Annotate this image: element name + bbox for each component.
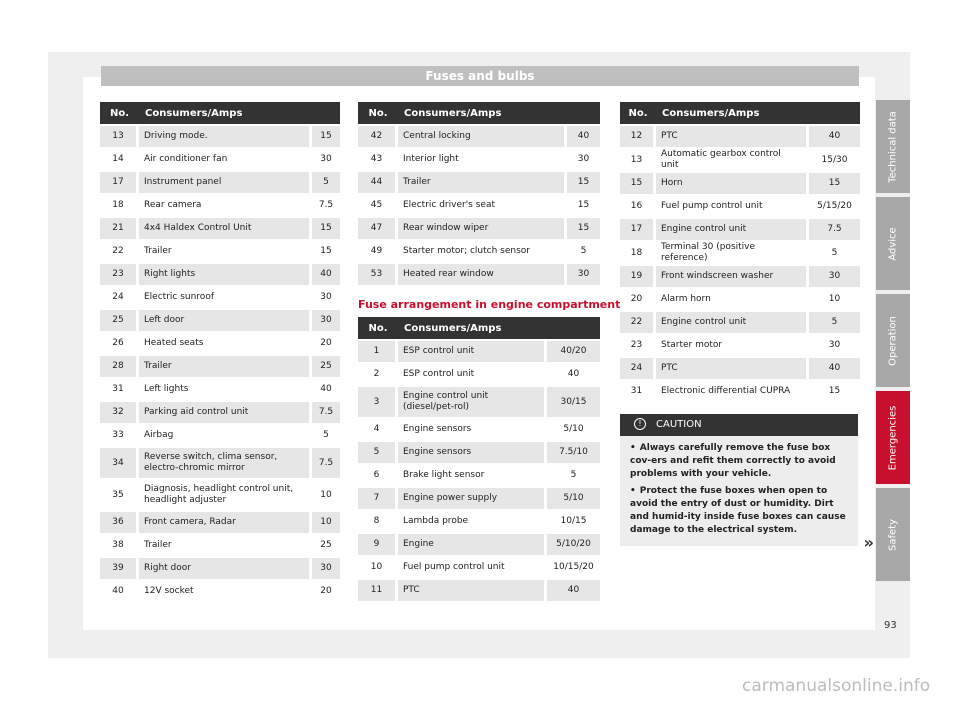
table-row [620, 219, 860, 240]
amperage: 10/15 [544, 511, 600, 532]
bullet: • [630, 486, 636, 496]
table-row [620, 289, 860, 310]
table-row [100, 356, 340, 377]
fuse-number: 47 [358, 218, 398, 239]
column-header-no: No. [358, 317, 398, 339]
consumer-name: Right lights [139, 264, 309, 285]
fuse-number: 40 [100, 581, 139, 602]
consumer-name: Heated seats [139, 333, 309, 354]
column-header-consumers: Consumers/Amps [398, 102, 600, 124]
amperage: 40 [309, 264, 340, 285]
amperage: 5 [544, 465, 600, 486]
table-row [358, 241, 600, 262]
fuse-number: 9 [358, 534, 398, 555]
column-header-consumers: Consumers/Amps [139, 102, 340, 124]
fuse-number: 42 [358, 126, 398, 147]
fuse-number: 22 [620, 312, 656, 333]
table-row [100, 558, 340, 579]
consumer-name: ESP control unit [398, 341, 544, 362]
consumer-name: Engine control unit [656, 219, 806, 240]
fuse-number: 20 [620, 289, 656, 310]
consumer-name: Parking aid control unit [139, 402, 309, 423]
fuse-number: 38 [100, 535, 139, 556]
consumer-name: Engine sensors [398, 442, 544, 463]
side-tab-advice[interactable]: Advice [876, 197, 910, 290]
fuse-number: 26 [100, 333, 139, 354]
amperage: 30 [806, 266, 860, 287]
consumer-name: Front windscreen washer [656, 266, 806, 287]
fuse-number: 4 [358, 419, 398, 440]
fuse-number: 33 [100, 425, 139, 446]
amperage: 15 [309, 218, 340, 239]
consumer-name: Automatic gearbox control unit [656, 149, 806, 171]
consumer-name: Airbag [139, 425, 309, 446]
amperage: 5 [806, 242, 860, 264]
consumer-name: Starter motor [656, 335, 806, 356]
column-header-no: No. [358, 102, 398, 124]
fuse-number: 53 [358, 264, 398, 285]
fuse-number: 39 [100, 558, 139, 579]
consumer-name: Diagnosis, headlight control unit, headlight adjuster [139, 480, 309, 510]
consumer-name: PTC [398, 580, 544, 601]
amperage: 15/30 [806, 149, 860, 171]
consumer-name: Trailer [139, 241, 309, 262]
table-row [620, 312, 860, 333]
table-row [358, 149, 600, 170]
fuse-number: 12 [620, 126, 656, 147]
table-row [620, 358, 860, 379]
consumer-name: 12V socket [139, 581, 309, 602]
column-header-consumers: Consumers/Amps [398, 317, 600, 339]
watermark-text: carmanualsonline.info [742, 676, 931, 696]
fuse-number: 16 [620, 196, 656, 217]
fuse-table-engine-1 [358, 315, 600, 603]
consumer-name: Central locking [398, 126, 564, 147]
fuse-number: 15 [620, 173, 656, 194]
fuse-number: 6 [358, 465, 398, 486]
amperage: 20 [309, 581, 340, 602]
consumer-name: Horn [656, 173, 806, 194]
table-row [358, 218, 600, 239]
amperage: 30 [309, 149, 340, 170]
table-row [100, 581, 340, 602]
table-row [620, 149, 860, 171]
amperage: 5 [806, 312, 860, 333]
side-tab-safety[interactable]: Safety [876, 488, 910, 581]
caution-header [620, 414, 858, 436]
table-row [100, 126, 340, 147]
consumer-name: Brake light sensor [398, 465, 544, 486]
table-row [100, 287, 340, 308]
amperage: 30 [564, 149, 600, 170]
consumer-name: Electric sunroof [139, 287, 309, 308]
fuse-number: 8 [358, 511, 398, 532]
fuse-number: 13 [100, 126, 139, 147]
fuse-number: 25 [100, 310, 139, 331]
consumer-name: Fuel pump control unit [656, 196, 806, 217]
amperage: 5 [309, 425, 340, 446]
table-row [100, 264, 340, 285]
consumer-name: Alarm horn [656, 289, 806, 310]
table-row [100, 535, 340, 556]
section-title-engine-compartment: Fuse arrangement in engine compartment [358, 298, 621, 311]
table-row [100, 149, 340, 170]
fuse-number: 18 [620, 242, 656, 264]
side-navigation-tabs [876, 100, 910, 585]
table-row [358, 195, 600, 216]
amperage: 40 [544, 580, 600, 601]
consumer-name: Terminal 30 (positive reference) [656, 242, 806, 264]
table-row [100, 310, 340, 331]
fuse-number: 31 [100, 379, 139, 400]
bullet: • [630, 443, 636, 453]
page-header-title: Fuses and bulbs [101, 66, 859, 86]
table-row [358, 172, 600, 193]
amperage: 30 [806, 335, 860, 356]
table-row [358, 534, 600, 555]
consumer-name: Instrument panel [139, 172, 309, 193]
consumer-name: Trailer [398, 172, 564, 193]
page-number: 93 [884, 620, 897, 631]
caution-box [620, 414, 874, 552]
amperage: 7.5 [309, 402, 340, 423]
amperage: 25 [309, 535, 340, 556]
fuse-number: 17 [100, 172, 139, 193]
consumer-name: Engine power supply [398, 488, 544, 509]
table-row [358, 580, 600, 601]
consumer-name: Driving mode. [139, 126, 309, 147]
fuse-number: 11 [358, 580, 398, 601]
fuse-table-engine-2 [620, 100, 860, 404]
amperage: 15 [806, 381, 860, 402]
table-row [620, 126, 860, 147]
fuse-number: 5 [358, 442, 398, 463]
amperage: 40 [309, 379, 340, 400]
consumer-name: Left door [139, 310, 309, 331]
amperage: 15 [564, 172, 600, 193]
table-row [620, 173, 860, 194]
fuse-number: 19 [620, 266, 656, 287]
amperage: 10 [806, 289, 860, 310]
amperage: 40 [564, 126, 600, 147]
amperage: 40 [544, 364, 600, 385]
amperage: 25 [309, 356, 340, 377]
fuse-number: 18 [100, 195, 139, 216]
table-row [620, 196, 860, 217]
amperage: 5/10 [544, 419, 600, 440]
amperage: 40/20 [544, 341, 600, 362]
amperage: 30 [309, 287, 340, 308]
amperage: 5 [564, 241, 600, 262]
table-row [358, 126, 600, 147]
table-row [100, 480, 340, 510]
consumer-name: Rear camera [139, 195, 309, 216]
table-row [358, 488, 600, 509]
fuse-table-interior-1 [100, 100, 340, 604]
caution-item: • Always carefully remove the fuse box cov-ers and refit them correctly to avoid problems with your vehicle. [630, 443, 836, 479]
fuse-number: 14 [100, 149, 139, 170]
fuse-number: 22 [100, 241, 139, 262]
amperage: 7.5/10 [544, 442, 600, 463]
amperage: 30 [564, 264, 600, 285]
consumer-name: Engine control unit [656, 312, 806, 333]
continue-arrow-icon: » [863, 533, 874, 552]
amperage: 5/15/20 [806, 196, 860, 217]
table-row [100, 402, 340, 423]
table-row [358, 419, 600, 440]
column-header-no: No. [620, 102, 656, 124]
table-row [358, 557, 600, 578]
amperage: 7.5 [309, 448, 340, 478]
table-row [358, 442, 600, 463]
fuse-number: 35 [100, 480, 139, 510]
consumer-name: Air conditioner fan [139, 149, 309, 170]
fuse-number: 23 [100, 264, 139, 285]
consumer-name: Trailer [139, 535, 309, 556]
caution-list [620, 436, 858, 537]
table-row [358, 465, 600, 486]
amperage: 20 [309, 333, 340, 354]
fuse-number: 7 [358, 488, 398, 509]
fuse-number: 32 [100, 402, 139, 423]
table-row [358, 511, 600, 532]
consumer-name: Reverse switch, clima sensor, electro-chromic mirror [139, 448, 309, 478]
consumer-name: Engine sensors [398, 419, 544, 440]
caution-title: CAUTION [656, 419, 702, 430]
amperage: 15 [309, 241, 340, 262]
consumer-name: Engine [398, 534, 544, 555]
column-header-consumers: Consumers/Amps [656, 102, 860, 124]
side-tab-operation[interactable]: Operation [876, 294, 910, 387]
amperage: 5 [309, 172, 340, 193]
consumer-name: Rear window wiper [398, 218, 564, 239]
side-tab-technical-data[interactable]: Technical data [876, 100, 910, 193]
fuse-number: 44 [358, 172, 398, 193]
consumer-name: Starter motor; clutch sensor [398, 241, 564, 262]
table-row [100, 333, 340, 354]
fuse-number: 1 [358, 341, 398, 362]
fuse-number: 13 [620, 149, 656, 171]
consumer-name: Engine control unit (diesel/pet-rol) [398, 387, 544, 417]
table-row [100, 448, 340, 478]
table-row [100, 218, 340, 239]
consumer-name: ESP control unit [398, 364, 544, 385]
fuse-number: 21 [100, 218, 139, 239]
consumer-name: Electric driver's seat [398, 195, 564, 216]
amperage: 7.5 [806, 219, 860, 240]
amperage: 5/10/20 [544, 534, 600, 555]
fuse-number: 17 [620, 219, 656, 240]
fuse-number: 49 [358, 241, 398, 262]
consumer-name: Left lights [139, 379, 309, 400]
fuse-number: 28 [100, 356, 139, 377]
consumer-name: Lambda probe [398, 511, 544, 532]
table-row [358, 364, 600, 385]
table-row [620, 242, 860, 264]
amperage: 10 [309, 512, 340, 533]
fuse-number: 34 [100, 448, 139, 478]
amperage: 15 [309, 126, 340, 147]
amperage: 5/10 [544, 488, 600, 509]
fuse-number: 43 [358, 149, 398, 170]
side-tab-emergencies[interactable]: Emergencies [876, 391, 910, 484]
consumer-name: 4x4 Haldex Control Unit [139, 218, 309, 239]
amperage: 30 [309, 310, 340, 331]
fuse-table-interior-2 [358, 100, 600, 287]
consumer-name: Fuel pump control unit [398, 557, 544, 578]
consumer-name: Trailer [139, 356, 309, 377]
amperage: 40 [806, 126, 860, 147]
column-header-no: No. [100, 102, 139, 124]
amperage: 30 [309, 558, 340, 579]
table-row [100, 195, 340, 216]
exclamation-circle-icon: ! [634, 418, 646, 430]
amperage: 40 [806, 358, 860, 379]
fuse-number: 24 [100, 287, 139, 308]
amperage: 15 [564, 195, 600, 216]
table-row [358, 387, 600, 417]
amperage: 10/15/20 [544, 557, 600, 578]
fuse-number: 24 [620, 358, 656, 379]
amperage: 10 [309, 480, 340, 510]
consumer-name: Heated rear window [398, 264, 564, 285]
table-row [100, 379, 340, 400]
table-row [100, 172, 340, 193]
consumer-name: PTC [656, 126, 806, 147]
table-row [620, 335, 860, 356]
table-row [358, 264, 600, 285]
table-row [358, 341, 600, 362]
consumer-name: PTC [656, 358, 806, 379]
amperage: 7.5 [309, 195, 340, 216]
fuse-number: 3 [358, 387, 398, 417]
fuse-number: 36 [100, 512, 139, 533]
amperage: 15 [806, 173, 860, 194]
fuse-number: 45 [358, 195, 398, 216]
table-row [100, 425, 340, 446]
table-row [620, 381, 860, 402]
amperage: 15 [564, 218, 600, 239]
consumer-name: Right door [139, 558, 309, 579]
table-row [620, 266, 860, 287]
caution-item: • Protect the fuse boxes when open to avoid the entry of dust or humidity. Dirt and humid-ity inside fuse boxes can cause damage to the electrical system. [630, 486, 846, 535]
fuse-number: 2 [358, 364, 398, 385]
consumer-name: Electronic differential CUPRA [656, 381, 806, 402]
consumer-name: Front camera, Radar [139, 512, 309, 533]
fuse-number: 10 [358, 557, 398, 578]
table-row [100, 512, 340, 533]
fuse-number: 23 [620, 335, 656, 356]
amperage: 30/15 [544, 387, 600, 417]
table-row [100, 241, 340, 262]
consumer-name: Interior light [398, 149, 564, 170]
fuse-number: 31 [620, 381, 656, 402]
